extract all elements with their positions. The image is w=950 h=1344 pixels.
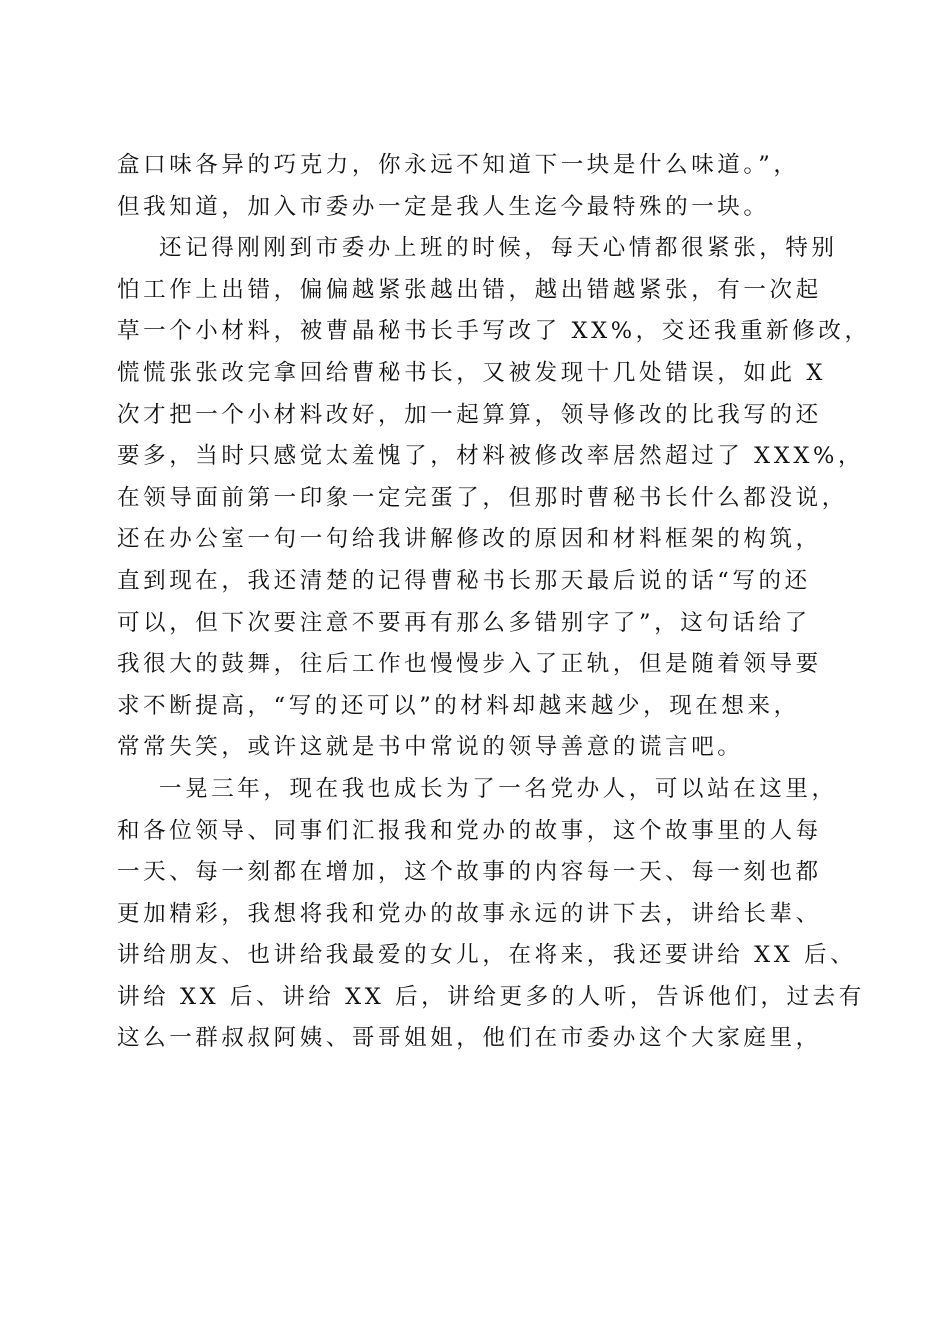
text-line: 慌慌张张改完拿回给曹秘书长，又被发现十几处错误，如此 X: [117, 359, 826, 386]
text-line: 但我知道，加入市委办一定是我人生迄今最特殊的一块。: [117, 193, 770, 220]
paragraph-3: [117, 769, 865, 1060]
paragraph-1: [117, 145, 837, 228]
text-line: 讲给 XX 后、讲给 XX 后，讲给更多的人听，告诉他们，过去有: [117, 983, 865, 1010]
text-line: 我很大的鼓舞，往后工作也慢慢步入了正轨，但是随着领导要: [117, 651, 822, 678]
text-line: 在领导面前第一印象一定完蛋了，但那时曹秘书长什么都没说，: [117, 484, 848, 511]
text-line: 求不断提高，“写的还可以”的材料却越来越少，现在想来，: [117, 692, 800, 719]
text-line: 草一个小材料，被曹晶秘书长手写改了 XX%，交还我重新修改，: [117, 318, 871, 345]
text-line: 一天、每一刻都在增加，这个故事的内容每一天、每一刻也都: [117, 859, 822, 886]
document-body: [117, 145, 871, 1060]
text-line: 还在办公室一句一句给我讲解修改的原因和材料框架的构筑，: [117, 526, 822, 553]
text-line: 还记得刚刚到市委办上班的时候，每天心情都很紧张，特别: [159, 235, 838, 262]
paragraph-2: [117, 228, 871, 769]
text-line: 盒口味各异的巧克力，你永远不知道下一块是什么味道。”，: [117, 152, 800, 178]
text-line: 和各位领导、同事们汇报我和党办的故事，这个故事里的人每: [117, 817, 822, 844]
text-line: 次才把一个小材料改好，加一起算算，领导修改的比我写的还: [117, 401, 822, 428]
text-line: 一晃三年，现在我也成长为了一名党办人，可以站在这里，: [159, 775, 838, 802]
text-line: 讲给朋友、也讲给我最爱的女儿，在将来，我还要讲给 XX 后、: [117, 942, 857, 969]
text-line: 可以，但下次要注意不要再有那么多错别字了”，这句话给了: [117, 609, 811, 636]
text-line: 常常失笑，或许这就是书中常说的领导善意的谎言吧。: [117, 734, 744, 761]
text-line: 这么一群叔叔阿姨、哥哥姐姐，他们在市委办这个大家庭里，: [117, 1025, 822, 1052]
text-line: 要多，当时只感觉太羞愧了，材料被修改率居然超过了 XXX%，: [117, 443, 865, 470]
text-line: 怕工作上出错，偏偏越紧张越出错，越出错越紧张，有一次起: [117, 276, 822, 303]
text-line: 更加精彩，我想将我和党办的故事永远的讲下去，讲给长辈、: [117, 900, 822, 927]
text-line: 直到现在，我还清楚的记得曹秘书长那天最后说的话“写的还: [117, 567, 811, 594]
